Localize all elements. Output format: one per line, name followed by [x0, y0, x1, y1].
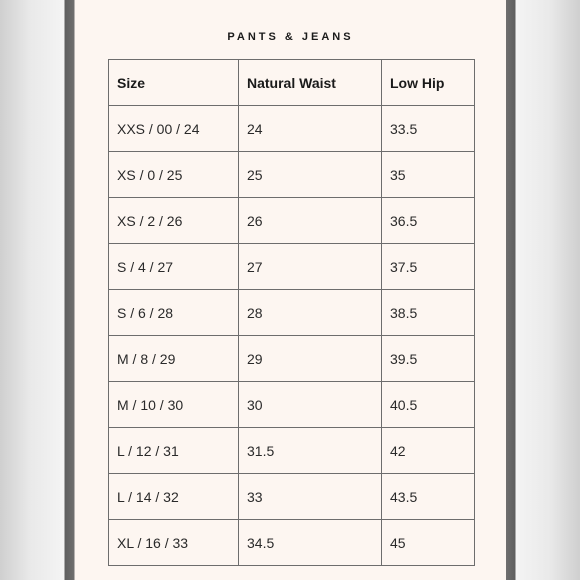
header-size: Size	[109, 60, 239, 106]
cell-size: L / 14 / 32	[109, 474, 239, 520]
page-title: PANTS & JEANS	[227, 31, 354, 43]
table-row	[109, 152, 475, 198]
cell-low-hip: 36.5	[382, 198, 475, 244]
cell-size: M / 8 / 29	[109, 336, 239, 382]
cell-natural-waist: 29	[239, 336, 382, 382]
cell-size: XS / 0 / 25	[109, 152, 239, 198]
cell-natural-waist: 26	[239, 198, 382, 244]
table-row	[109, 474, 475, 520]
cell-natural-waist: 31.5	[239, 428, 382, 474]
header-natural-waist: Natural Waist	[239, 60, 382, 106]
size-table	[108, 59, 475, 566]
cell-natural-waist: 28	[239, 290, 382, 336]
cell-natural-waist: 30	[239, 382, 382, 428]
size-chart-page	[75, 0, 506, 580]
cell-low-hip: 37.5	[382, 244, 475, 290]
cell-size: S / 6 / 28	[109, 290, 239, 336]
cell-low-hip: 33.5	[382, 106, 475, 152]
cell-natural-waist: 27	[239, 244, 382, 290]
table-row	[109, 382, 475, 428]
cell-low-hip: 35	[382, 152, 475, 198]
table-row	[109, 290, 475, 336]
cell-natural-waist: 34.5	[239, 520, 382, 566]
cell-low-hip: 39.5	[382, 336, 475, 382]
table-row	[109, 336, 475, 382]
cell-natural-waist: 25	[239, 152, 382, 198]
table-row	[109, 520, 475, 566]
table-row	[109, 106, 475, 152]
cell-natural-waist: 33	[239, 474, 382, 520]
cell-size: M / 10 / 30	[109, 382, 239, 428]
cell-size: XXS / 00 / 24	[109, 106, 239, 152]
table-row	[109, 428, 475, 474]
cell-size: XL / 16 / 33	[109, 520, 239, 566]
table-header-row	[109, 60, 475, 106]
cell-low-hip: 40.5	[382, 382, 475, 428]
cell-size: XS / 2 / 26	[109, 198, 239, 244]
header-low-hip: Low Hip	[382, 60, 475, 106]
cell-size: S / 4 / 27	[109, 244, 239, 290]
cell-low-hip: 43.5	[382, 474, 475, 520]
table-row	[109, 198, 475, 244]
cell-size: L / 12 / 31	[109, 428, 239, 474]
cell-low-hip: 42	[382, 428, 475, 474]
cell-low-hip: 38.5	[382, 290, 475, 336]
table-row	[109, 244, 475, 290]
cell-low-hip: 45	[382, 520, 475, 566]
cell-natural-waist: 24	[239, 106, 382, 152]
